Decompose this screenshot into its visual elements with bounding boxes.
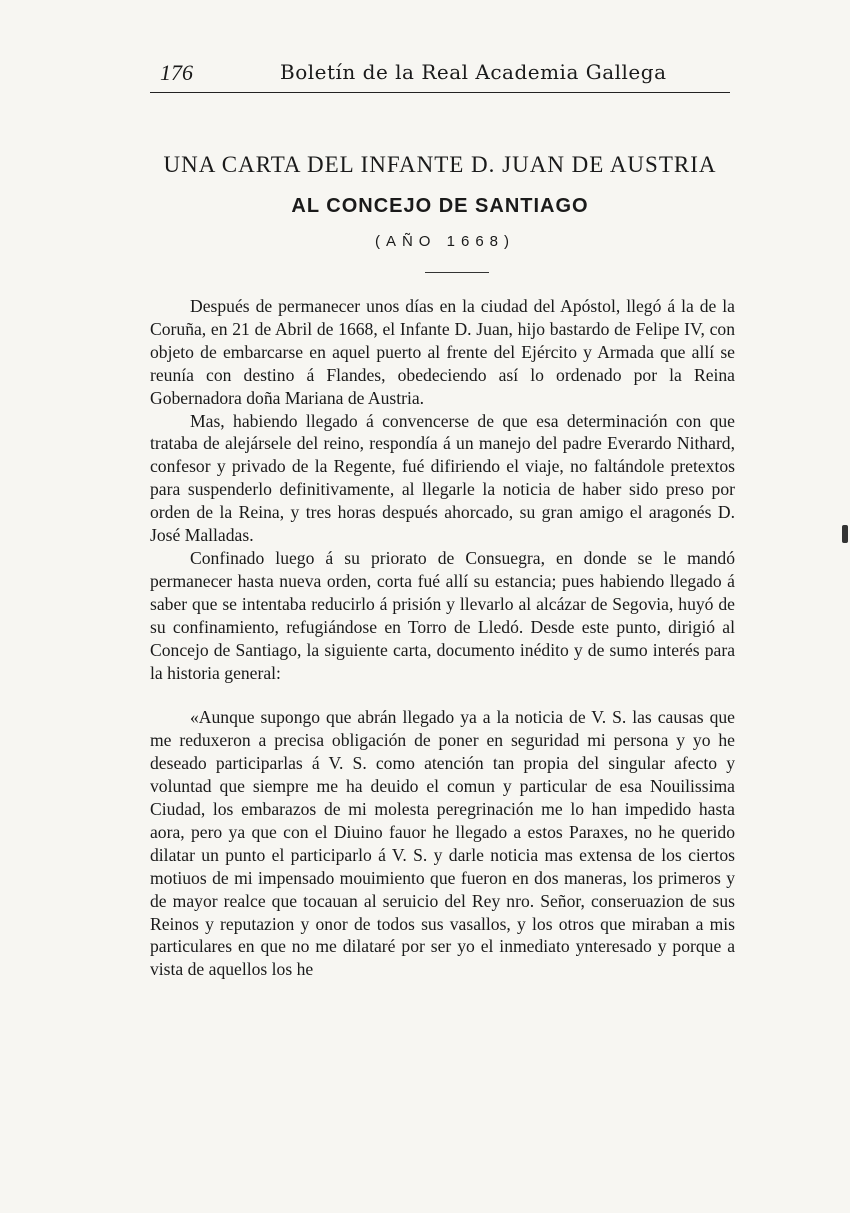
title-divider bbox=[425, 272, 489, 273]
margin-mark bbox=[842, 525, 848, 543]
letter-text: «Aunque supongo que abrán llegado ya a la noticia de V. S. las causas que me reduxeron a precisa obligación de poner en seguridad mi persona y yo he deseado participarlas á V. S. como atención tan propia del singular afecto y voluntad que siempre me ha deuido el comun y particular de esa Nouilissima Ciudad, los embarazos de mi molesta peregrinación me lo han impedido hasta aora, pero ya que con el Diuino fauor he llegado a estos Paraxes, no he querido dilatar un punto el participarlo á V. S. y darle noticia mas extensa de los ciertos motiuos de mi impensado mouimiento que fueron en dos maneras, los primeros y de mayor realce que tocauan al seruicio del Rey nro. Señor, conseruazion de sus Reinos y reputazion y onor de todos sus vasallos, y los otros que miraban a mis particulares en que no me dilataré por ser yo el inmediato ynteresado y porque a vista de aquellos los he bbox=[150, 707, 735, 980]
article-subtitle: AL CONCEJO DE SANTIAGO bbox=[291, 195, 589, 217]
article-body bbox=[150, 295, 735, 981]
paragraph: Después de permanecer unos días en la ciudad del Apóstol, llegó á la de la Coruña, en 21 de Abril de 1668, el Infante D. Juan, hijo bastardo de Felipe IV, con objeto de embarcarse en aquel puerto al frente del Ejército y Armada que allí se reunía con destino á Flandes, obedeciendo así lo ordenado por la Reina Gobernadora doña Mariana de Austria. bbox=[150, 296, 735, 408]
article-year: (AÑO 1668) bbox=[374, 233, 516, 250]
journal-title: Boletín de la Real Academia Gallega bbox=[280, 60, 667, 84]
running-header bbox=[150, 58, 730, 93]
page-number: 176 bbox=[160, 60, 193, 85]
article-title: UNA CARTA DEL INFANTE D. JUAN DE AUSTRIA bbox=[163, 152, 717, 177]
paragraph: Confinado luego á su priorato de Consuegra, en donde se le mandó permanecer hasta nueva orden, corta fué allí su estancia; pues habiendo llegado á saber que se intentaba reducirlo á prisión y llevarlo al alcázar de Segovia, huyó de su confinamiento, refugiándose en Torro de Lledó. Desde este punto, dirigió al Concejo de Santiago, la siguiente carta, documento inédito y de sumo interés para la historia general: bbox=[150, 547, 735, 683]
paragraph: Mas, habiendo llegado á convencerse de que esa determinación con que trataba de alejársele del reino, respondía á un manejo del padre Everardo Nithard, confesor y privado de la Regente, fué difiriendo el viaje, no faltándole pretextos para suspenderlo definitivamente, al llegarle la noticia de haber sido preso por orden de la Reina, y tres horas después ahorcado, su gran amigo el aragonés D. José Malladas. bbox=[150, 410, 735, 546]
